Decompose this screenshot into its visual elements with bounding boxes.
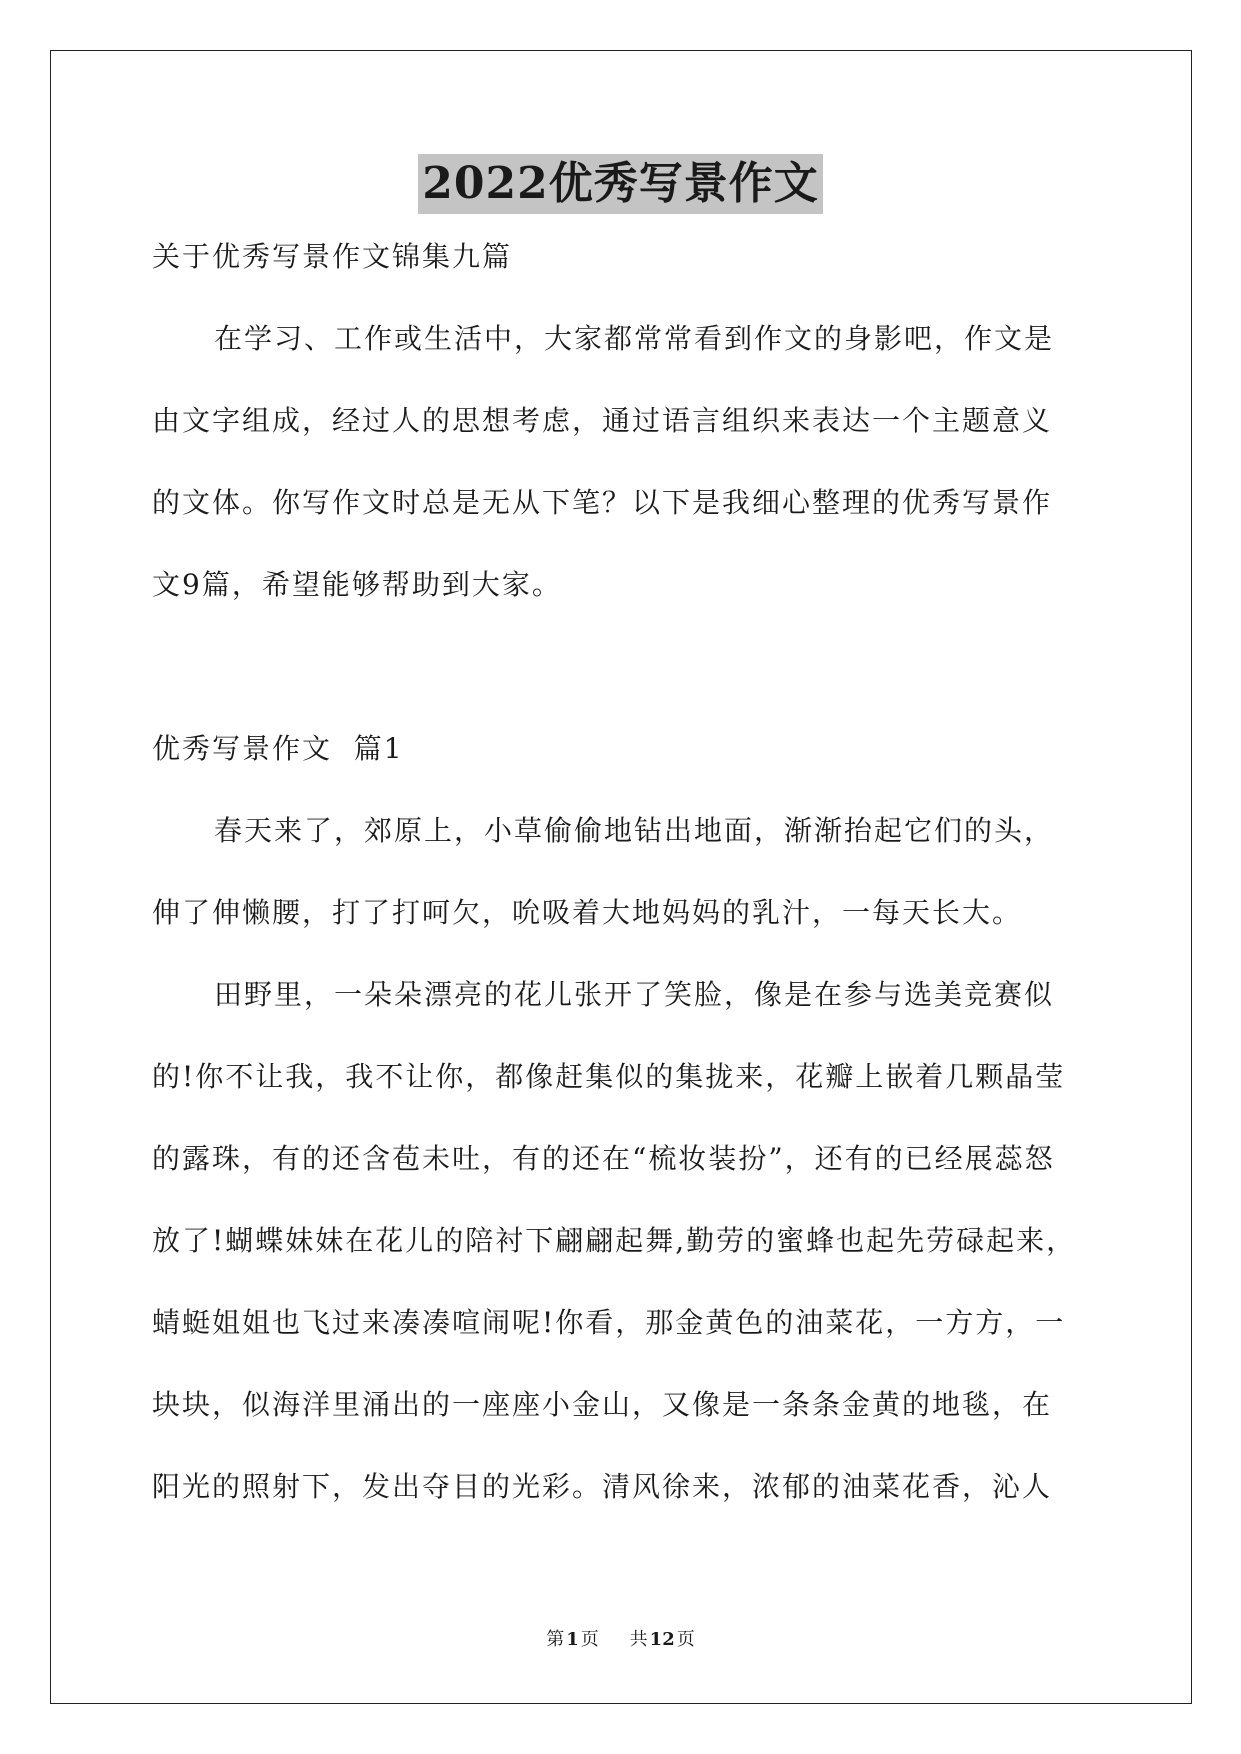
paragraph-line: 的!你不让我，我不让你，都像赶集似的集拢来，花瓣上嵌着几颗晶莹 [152,1060,1066,1093]
intro-line: 文9篇，希望能够帮助到大家。 [152,568,562,601]
total-suffix: 页 [676,1629,695,1650]
page-indicator [544,1629,601,1650]
paragraph-line: 阳光的照射下，发出夺目的光彩。清风徐来，浓郁的油菜花香，沁人 [152,1470,1053,1503]
total-pages: 12 [649,1629,675,1650]
page-number: 1 [566,1629,579,1650]
total-pages-indicator [628,1629,697,1650]
document-title: 2022优秀写景作文 [418,154,822,214]
title-wrap [0,154,1241,214]
intro-line: 在学习、工作或生活中，大家都常常看到作文的身影吧，作文是 [214,322,1055,355]
paragraph-line: 春天来了，郊原上，小草偷偷地钻出地面，渐渐抬起它们的头， [214,814,1055,847]
paragraph-line: 的露珠，有的还含苞未吐，有的还在“梳妆装扮”，还有的已经展蕊怒 [152,1142,1055,1175]
paragraph-line: 蜻蜓姐姐也飞过来凑凑喧闹呢!你看，那金黄色的油菜花，一方方，一 [152,1306,1066,1339]
document-subtitle: 关于优秀写景作文锦集九篇 [152,240,513,273]
paragraph-line: 放了!蝴蝶妹妹在花儿的陪衬下翩翩起舞,勤劳的蜜蜂也起先劳碌起来， [152,1224,1077,1257]
intro-line: 由文字组成，经过人的思想考虑，通过语言组织来表达一个主题意义 [152,404,1053,437]
section-heading: 优秀写景作文 篇1 [152,732,404,765]
paragraph-line: 块块，似海洋里涌出的一座座小金山，又像是一条条金黄的地毯，在 [152,1388,1053,1421]
paragraph-line: 田野里，一朵朵漂亮的花儿张开了笑脸，像是在参与选美竞赛似 [214,978,1055,1011]
page-footer [0,1628,1241,1652]
document-body [152,232,1092,1544]
page-suffix: 页 [580,1629,599,1650]
blank-line [152,642,1092,724]
intro-line: 的文体。你写作文时总是无从下笔？以下是我细心整理的优秀写景作 [152,486,1053,519]
page-prefix: 第 [546,1629,565,1650]
total-prefix: 共 [629,1629,648,1650]
paragraph-line: 伸了伸懒腰，打了打呵欠，吮吸着大地妈妈的乳汁，一每天长大。 [152,896,1023,929]
